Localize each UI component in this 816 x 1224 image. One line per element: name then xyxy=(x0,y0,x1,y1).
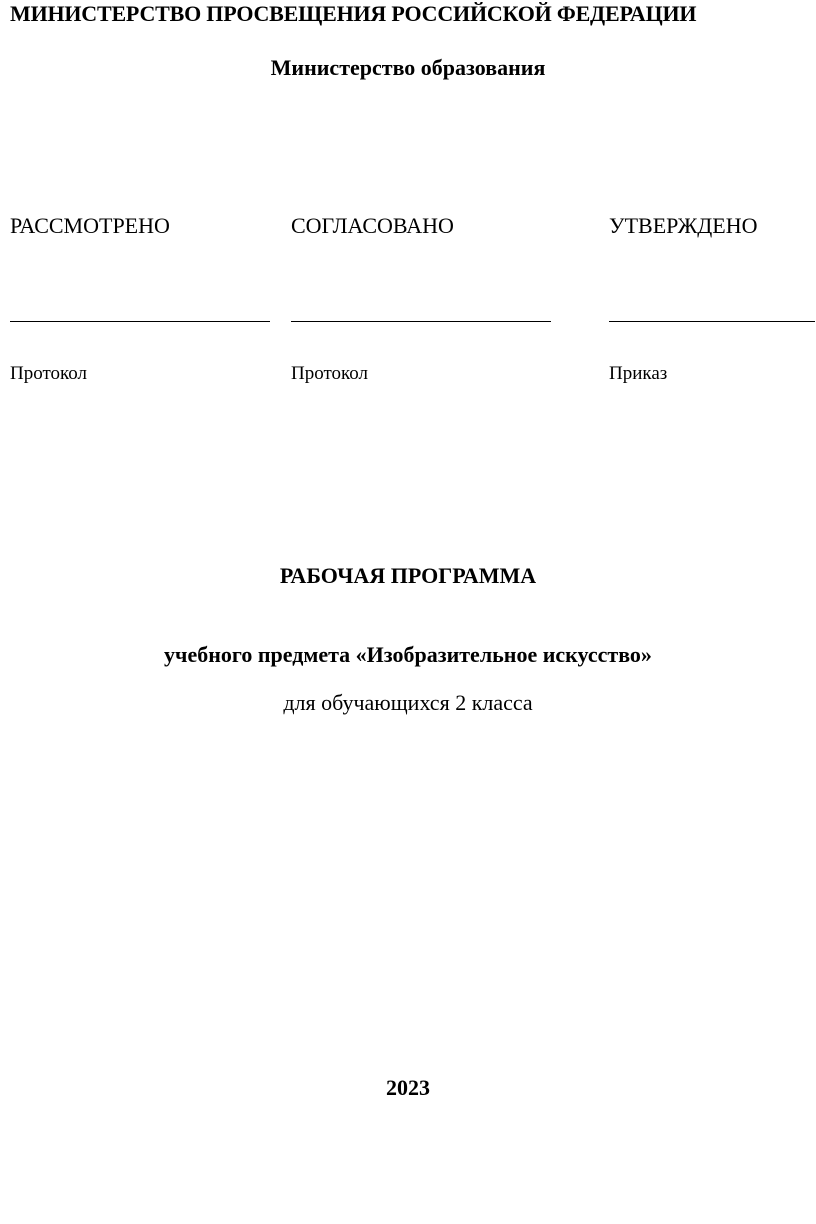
signature-line-approved xyxy=(609,321,815,322)
program-title: РАБОЧАЯ ПРОГРАММА xyxy=(279,563,537,588)
ministry-title: МИНИСТЕРСТВО ПРОСВЕЩЕНИЯ РОССИЙСКОЙ ФЕДЕРАЦИИ xyxy=(10,1,697,26)
approval-document-approved: Приказ xyxy=(609,363,668,384)
signature-line-agreed xyxy=(291,321,551,322)
program-subject: учебного предмета «Изобразительное искусство» xyxy=(164,642,652,667)
approval-heading-reviewed: РАССМОТРЕНО xyxy=(10,213,170,238)
approval-heading-approved: УТВЕРЖДЕНО xyxy=(609,213,758,238)
approval-document-reviewed: Протокол xyxy=(10,363,88,384)
signature-line-reviewed xyxy=(10,321,270,322)
program-audience: для обучающихся 2 класса xyxy=(283,690,533,715)
ministry-subtitle: Министерство образования xyxy=(270,55,546,80)
approval-document-agreed: Протокол xyxy=(291,363,369,384)
document-year: 2023 xyxy=(386,1075,430,1100)
approval-heading-agreed: СОГЛАСОВАНО xyxy=(291,213,454,238)
